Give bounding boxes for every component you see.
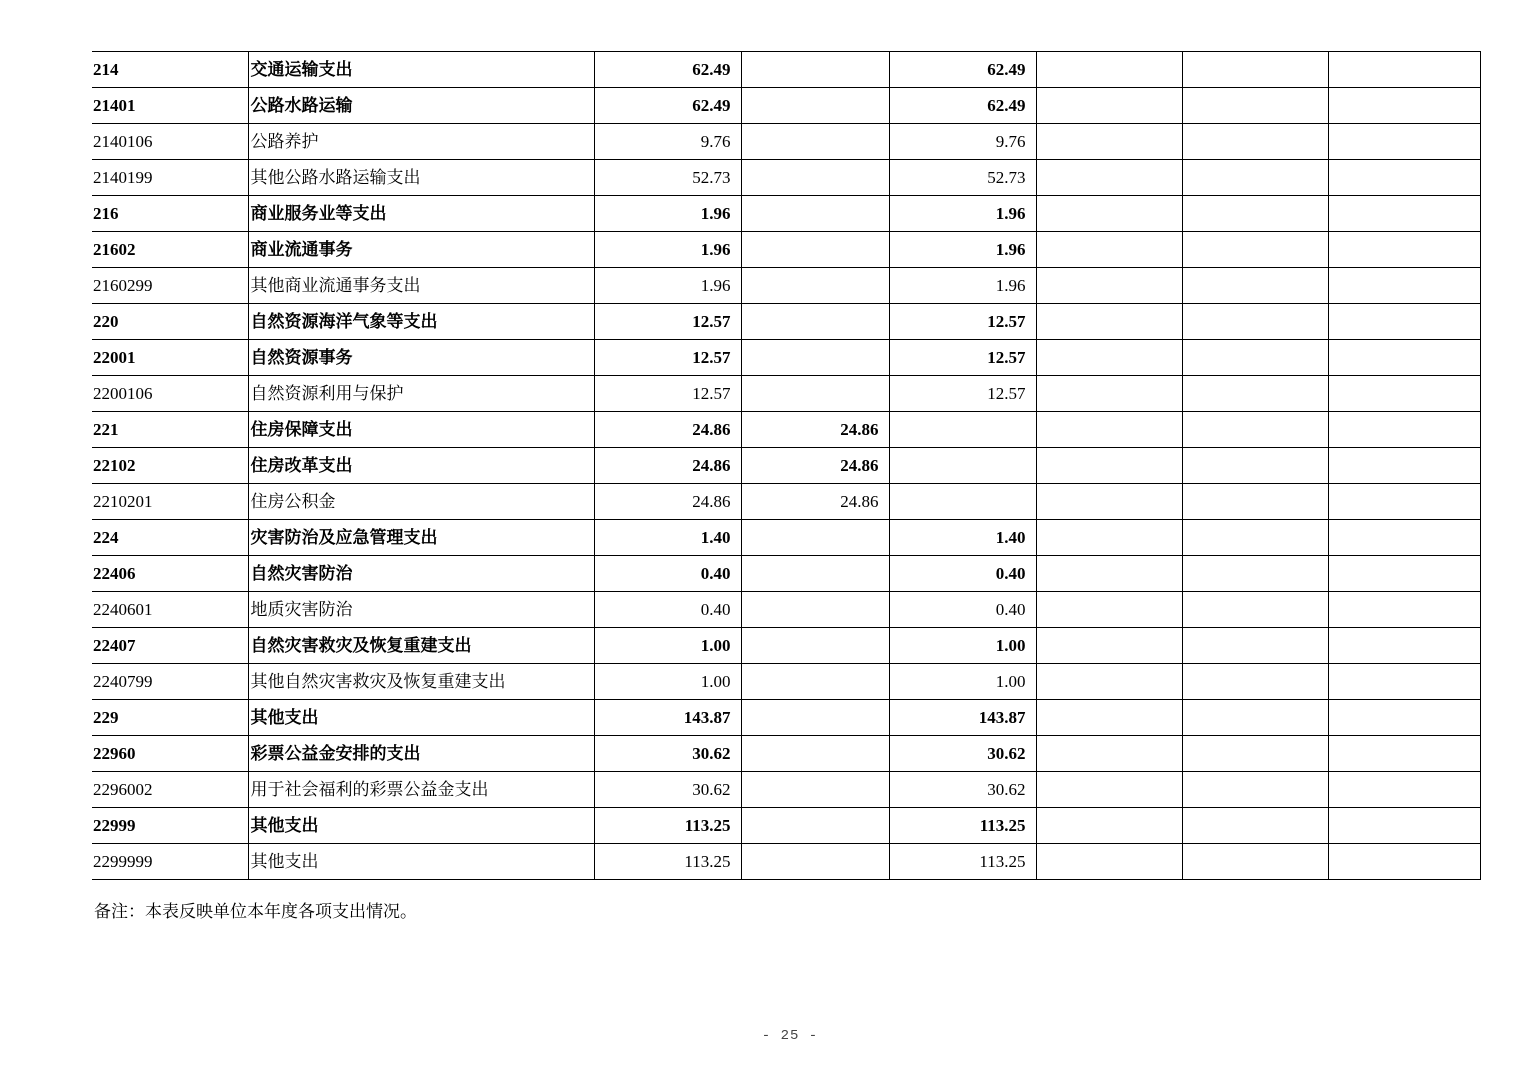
table-note: 备注：本表反映单位本年度各项支出情况。	[94, 902, 417, 921]
cell-total: 1.40	[594, 520, 741, 556]
cell-total: 0.40	[594, 592, 741, 628]
cell-name: 交通运输支出	[248, 52, 594, 88]
cell-project: 0.40	[889, 592, 1036, 628]
cell-basic	[741, 592, 889, 628]
cell-col7	[1182, 844, 1328, 880]
cell-name: 其他公路水路运输支出	[248, 160, 594, 196]
cell-name: 其他商业流通事务支出	[248, 268, 594, 304]
cell-total: 143.87	[594, 700, 741, 736]
cell-code: 220	[92, 304, 248, 340]
table-row	[92, 520, 1480, 556]
cell-total: 62.49	[594, 88, 741, 124]
cell-basic	[741, 556, 889, 592]
cell-total: 12.57	[594, 304, 741, 340]
table-row	[92, 808, 1480, 844]
cell-col6	[1036, 196, 1182, 232]
cell-col7	[1182, 376, 1328, 412]
cell-basic	[741, 628, 889, 664]
cell-col7	[1182, 736, 1328, 772]
table-row	[92, 556, 1480, 592]
cell-col6	[1036, 556, 1182, 592]
cell-name: 自然灾害防治	[248, 556, 594, 592]
cell-total: 30.62	[594, 736, 741, 772]
cell-col7	[1182, 700, 1328, 736]
cell-code: 2240799	[92, 664, 248, 700]
cell-col8	[1328, 736, 1480, 772]
table-body	[92, 52, 1480, 880]
cell-col8	[1328, 556, 1480, 592]
cell-code: 229	[92, 700, 248, 736]
cell-col8	[1328, 52, 1480, 88]
cell-total: 24.86	[594, 484, 741, 520]
cell-col6	[1036, 304, 1182, 340]
cell-col8	[1328, 124, 1480, 160]
cell-name: 住房改革支出	[248, 448, 594, 484]
cell-col7	[1182, 412, 1328, 448]
cell-total: 12.57	[594, 376, 741, 412]
cell-code: 2296002	[92, 772, 248, 808]
cell-project: 1.40	[889, 520, 1036, 556]
cell-project: 1.00	[889, 664, 1036, 700]
cell-col7	[1182, 232, 1328, 268]
cell-col8	[1328, 268, 1480, 304]
cell-col6	[1036, 52, 1182, 88]
cell-name: 住房保障支出	[248, 412, 594, 448]
cell-col6	[1036, 160, 1182, 196]
cell-col6	[1036, 412, 1182, 448]
cell-col6	[1036, 376, 1182, 412]
cell-code: 2140199	[92, 160, 248, 196]
cell-code: 2140106	[92, 124, 248, 160]
table-row	[92, 700, 1480, 736]
cell-total: 24.86	[594, 448, 741, 484]
cell-code: 2240601	[92, 592, 248, 628]
cell-col7	[1182, 808, 1328, 844]
cell-col6	[1036, 88, 1182, 124]
cell-total: 1.96	[594, 232, 741, 268]
cell-project: 30.62	[889, 736, 1036, 772]
cell-col8	[1328, 340, 1480, 376]
table-row	[92, 88, 1480, 124]
cell-total: 30.62	[594, 772, 741, 808]
cell-basic	[741, 520, 889, 556]
cell-basic	[741, 340, 889, 376]
cell-project: 62.49	[889, 52, 1036, 88]
cell-col7	[1182, 520, 1328, 556]
cell-code: 21401	[92, 88, 248, 124]
cell-name: 用于社会福利的彩票公益金支出	[248, 772, 594, 808]
cell-col7	[1182, 448, 1328, 484]
cell-name: 住房公积金	[248, 484, 594, 520]
table-row	[92, 772, 1480, 808]
cell-col6	[1036, 772, 1182, 808]
table-row	[92, 52, 1480, 88]
table-row	[92, 844, 1480, 880]
table-row	[92, 736, 1480, 772]
cell-basic: 24.86	[741, 448, 889, 484]
cell-name: 商业服务业等支出	[248, 196, 594, 232]
cell-name: 灾害防治及应急管理支出	[248, 520, 594, 556]
cell-total: 9.76	[594, 124, 741, 160]
table-row	[92, 664, 1480, 700]
cell-project	[889, 484, 1036, 520]
cell-code: 22999	[92, 808, 248, 844]
cell-basic	[741, 808, 889, 844]
cell-basic	[741, 736, 889, 772]
cell-basic	[741, 160, 889, 196]
cell-col6	[1036, 520, 1182, 556]
cell-col8	[1328, 592, 1480, 628]
cell-col6	[1036, 592, 1182, 628]
cell-project: 30.62	[889, 772, 1036, 808]
cell-col7	[1182, 556, 1328, 592]
cell-total: 1.96	[594, 268, 741, 304]
cell-col7	[1182, 340, 1328, 376]
cell-col7	[1182, 88, 1328, 124]
cell-col6	[1036, 628, 1182, 664]
cell-col6	[1036, 268, 1182, 304]
cell-code: 21602	[92, 232, 248, 268]
cell-name: 其他支出	[248, 844, 594, 880]
cell-project: 1.96	[889, 268, 1036, 304]
cell-project: 12.57	[889, 340, 1036, 376]
table-row	[92, 376, 1480, 412]
cell-col6	[1036, 124, 1182, 160]
cell-project: 1.96	[889, 232, 1036, 268]
cell-col8	[1328, 232, 1480, 268]
cell-total: 1.00	[594, 664, 741, 700]
cell-col6	[1036, 736, 1182, 772]
cell-col8	[1328, 448, 1480, 484]
cell-col8	[1328, 88, 1480, 124]
cell-code: 2299999	[92, 844, 248, 880]
cell-basic: 24.86	[741, 412, 889, 448]
table-row	[92, 124, 1480, 160]
cell-col6	[1036, 340, 1182, 376]
cell-name: 地质灾害防治	[248, 592, 594, 628]
cell-name: 公路水路运输	[248, 88, 594, 124]
cell-total: 1.00	[594, 628, 741, 664]
cell-col7	[1182, 196, 1328, 232]
cell-project: 1.96	[889, 196, 1036, 232]
cell-project: 1.00	[889, 628, 1036, 664]
cell-code: 214	[92, 52, 248, 88]
table-row	[92, 268, 1480, 304]
cell-col6	[1036, 844, 1182, 880]
table-row	[92, 592, 1480, 628]
table-row	[92, 448, 1480, 484]
cell-basic	[741, 304, 889, 340]
cell-name: 自然资源海洋气象等支出	[248, 304, 594, 340]
cell-name: 自然资源事务	[248, 340, 594, 376]
cell-name: 其他支出	[248, 700, 594, 736]
cell-col6	[1036, 484, 1182, 520]
page-number: - 25 -	[761, 1028, 819, 1044]
cell-project: 52.73	[889, 160, 1036, 196]
cell-col7	[1182, 160, 1328, 196]
cell-code: 22960	[92, 736, 248, 772]
cell-name: 自然资源利用与保护	[248, 376, 594, 412]
cell-total: 113.25	[594, 808, 741, 844]
cell-col7	[1182, 52, 1328, 88]
cell-total: 0.40	[594, 556, 741, 592]
cell-col8	[1328, 196, 1480, 232]
cell-col7	[1182, 664, 1328, 700]
cell-col8	[1328, 772, 1480, 808]
cell-code: 2210201	[92, 484, 248, 520]
cell-col8	[1328, 844, 1480, 880]
cell-col6	[1036, 808, 1182, 844]
table-row	[92, 232, 1480, 268]
cell-total: 113.25	[594, 844, 741, 880]
cell-code: 2160299	[92, 268, 248, 304]
cell-basic	[741, 376, 889, 412]
cell-code: 221	[92, 412, 248, 448]
table-row	[92, 628, 1480, 664]
cell-code: 22406	[92, 556, 248, 592]
cell-project	[889, 448, 1036, 484]
cell-total: 52.73	[594, 160, 741, 196]
table-row	[92, 196, 1480, 232]
cell-code: 22001	[92, 340, 248, 376]
cell-col8	[1328, 520, 1480, 556]
cell-code: 224	[92, 520, 248, 556]
cell-project: 143.87	[889, 700, 1036, 736]
cell-name: 其他支出	[248, 808, 594, 844]
cell-basic	[741, 268, 889, 304]
cell-col8	[1328, 376, 1480, 412]
expenditure-table	[92, 51, 1481, 880]
cell-basic	[741, 700, 889, 736]
cell-basic	[741, 232, 889, 268]
cell-col8	[1328, 412, 1480, 448]
cell-col8	[1328, 664, 1480, 700]
cell-code: 216	[92, 196, 248, 232]
cell-col6	[1036, 700, 1182, 736]
cell-project: 62.49	[889, 88, 1036, 124]
cell-name: 商业流通事务	[248, 232, 594, 268]
cell-project: 12.57	[889, 304, 1036, 340]
cell-project: 113.25	[889, 844, 1036, 880]
cell-col8	[1328, 808, 1480, 844]
cell-col7	[1182, 124, 1328, 160]
cell-basic	[741, 88, 889, 124]
cell-col7	[1182, 628, 1328, 664]
cell-basic	[741, 844, 889, 880]
cell-col7	[1182, 592, 1328, 628]
table-row	[92, 304, 1480, 340]
cell-basic	[741, 52, 889, 88]
cell-basic	[741, 196, 889, 232]
cell-basic	[741, 124, 889, 160]
cell-name: 公路养护	[248, 124, 594, 160]
cell-col7	[1182, 484, 1328, 520]
cell-name: 彩票公益金安排的支出	[248, 736, 594, 772]
cell-total: 12.57	[594, 340, 741, 376]
cell-code: 2200106	[92, 376, 248, 412]
cell-total: 1.96	[594, 196, 741, 232]
cell-basic	[741, 664, 889, 700]
cell-total: 62.49	[594, 52, 741, 88]
cell-col8	[1328, 484, 1480, 520]
cell-project: 12.57	[889, 376, 1036, 412]
cell-code: 22407	[92, 628, 248, 664]
cell-name: 自然灾害救灾及恢复重建支出	[248, 628, 594, 664]
cell-col6	[1036, 664, 1182, 700]
table-row	[92, 160, 1480, 196]
cell-project: 9.76	[889, 124, 1036, 160]
cell-col7	[1182, 304, 1328, 340]
cell-col8	[1328, 700, 1480, 736]
cell-col8	[1328, 628, 1480, 664]
cell-project: 113.25	[889, 808, 1036, 844]
cell-code: 22102	[92, 448, 248, 484]
cell-project: 0.40	[889, 556, 1036, 592]
table-row	[92, 340, 1480, 376]
cell-col6	[1036, 232, 1182, 268]
cell-project	[889, 412, 1036, 448]
cell-col8	[1328, 160, 1480, 196]
cell-name: 其他自然灾害救灾及恢复重建支出	[248, 664, 594, 700]
cell-total: 24.86	[594, 412, 741, 448]
table-row	[92, 484, 1480, 520]
cell-col8	[1328, 304, 1480, 340]
cell-col7	[1182, 268, 1328, 304]
table-row	[92, 412, 1480, 448]
cell-col6	[1036, 448, 1182, 484]
cell-basic: 24.86	[741, 484, 889, 520]
cell-col7	[1182, 772, 1328, 808]
cell-basic	[741, 772, 889, 808]
